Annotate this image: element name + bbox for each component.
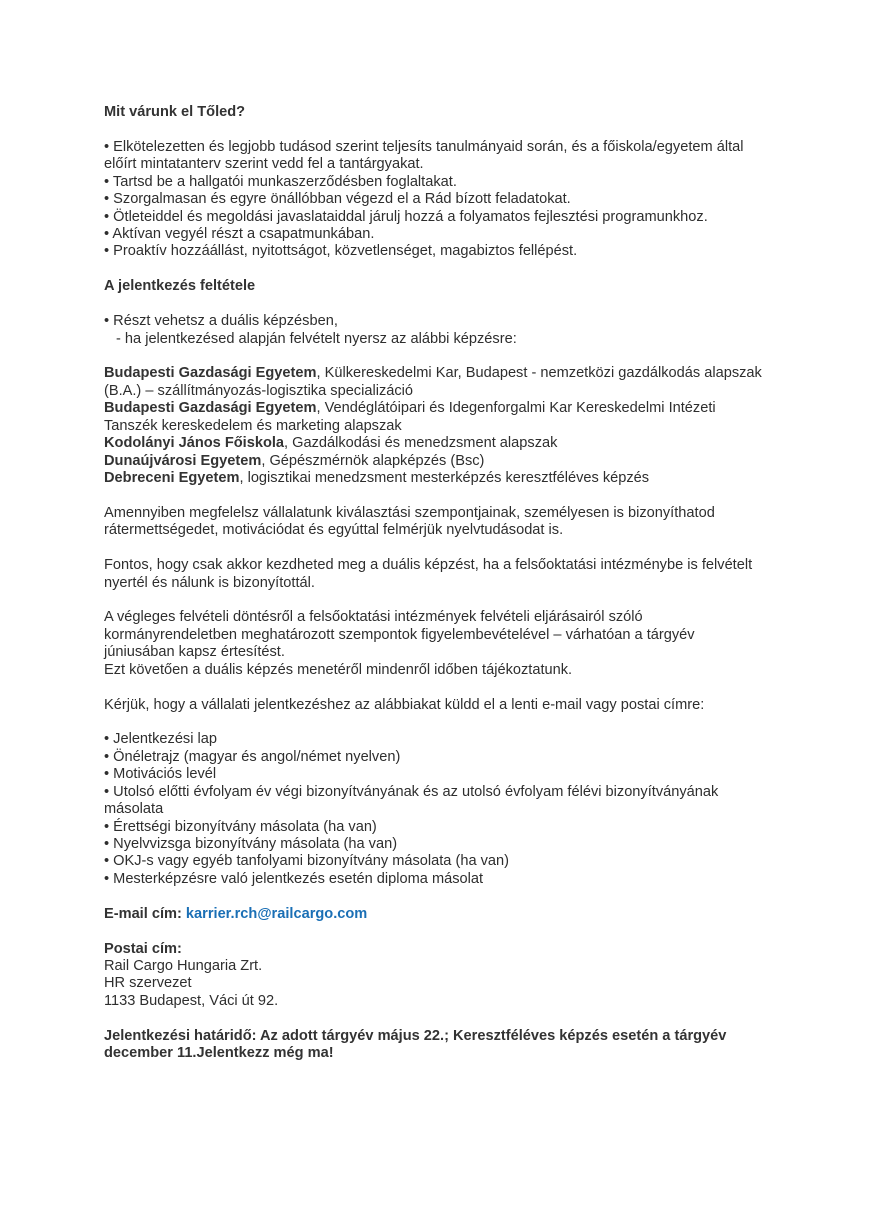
- program-detail: , Gépészmérnök alapképzés (Bsc): [261, 452, 485, 469]
- school-name: Debreceni Egyetem: [104, 469, 240, 486]
- program-detail: , Külkereskedelmi Kar, Budapest - nemzetközi gazdálkodás alapszak (B.A.) – szállítmányozás-logisztika specializáció: [104, 365, 762, 399]
- list-item: • Utolsó előtti évfolyam év végi bizonyítványának és az utolsó évfolyam félévi bizonyítványának másolata: [104, 783, 719, 818]
- list-item: • Ötleteiddel és megoldási javaslataiddal járulj hozzá a folyamatos fejlesztési programunkhoz.: [104, 208, 708, 225]
- paragraph-decision: A végleges felvételi döntésről a felsőoktatási intézmények felvételi eljárásairól szóló kormányrendeletben meghatározott szempontok figyelembevételével – várhatóan a tárgyév júniusában kapsz értesítést.: [104, 609, 695, 661]
- paragraph-followup: Ezt követően a duális képzés menetéről mindenről időben tájékoztatunk.: [104, 661, 573, 678]
- program-item: [104, 365, 764, 400]
- postal-line: HR szervezet: [104, 975, 192, 992]
- program-list: [104, 365, 764, 487]
- expectations-list: [104, 139, 764, 261]
- program-detail: , Vendéglátóipari és Idegenforgalmi Kar Kereskedelmi Intézeti Tanszék kereskedelem és marketing alapszak: [104, 400, 716, 434]
- list-item: • Proaktív hozzáállást, nyitottságot, közvetlenséget, magabiztos fellépést.: [104, 243, 578, 260]
- document-page: [104, 104, 764, 1062]
- program-item: [104, 435, 764, 452]
- list-item: • Szorgalmasan és egyre önállóbban végezd el a Rád bízott feladatokat.: [104, 191, 571, 208]
- email-line: [104, 906, 764, 923]
- list-item: • Jelentkezési lap: [104, 731, 218, 748]
- school-name: Budapesti Gazdasági Egyetem: [104, 365, 317, 382]
- list-item: • Tartsd be a hallgatói munkaszerződésben foglaltakat.: [104, 173, 457, 190]
- postal-line: Rail Cargo Hungaria Zrt.: [104, 957, 263, 974]
- program-item: [104, 453, 764, 470]
- program-detail: , Gazdálkodási és menedzsment alapszak: [284, 435, 558, 452]
- postal-line: 1133 Budapest, Váci út 92.: [104, 992, 279, 1009]
- section-heading-expectations: Mit várunk el Tőled?: [104, 104, 246, 120]
- list-item: • Érettségi bizonyítvány másolata (ha van): [104, 818, 377, 835]
- list-item: • Nyelvvizsga bizonyítvány másolata (ha van): [104, 835, 398, 852]
- program-item: [104, 470, 764, 487]
- paragraph-selection: Amennyiben megfelelsz vállalatunk kiválasztási szempontjainak, személyesen is bizonyíthatod rátermettségedet, motivációdat és egyúttal felmérjük nyelvtudásodat is.: [104, 504, 715, 539]
- list-item: • Aktívan vegyél részt a csapatmunkában.: [104, 225, 375, 242]
- school-name: Dunaújvárosi Egyetem: [104, 452, 262, 469]
- section-heading-conditions: A jelentkezés feltétele: [104, 278, 256, 295]
- program-detail: , logisztikai menedzsment mesterképzés keresztféléves képzés: [239, 469, 650, 486]
- paragraph-request: Kérjük, hogy a vállalati jelentkezéshez az alábbiakat küldd el a lenti e-mail vagy postai címre:: [104, 696, 705, 713]
- school-name: Budapesti Gazdasági Egyetem: [104, 400, 317, 417]
- condition-subline: - ha jelentkezésed alapján felvételt nyersz az alábbi képzésre:: [116, 330, 517, 347]
- program-item: [104, 400, 764, 435]
- deadline-text: Jelentkezési határidő: Az adott tárgyév május 22.; Keresztféléves képzés esetén a tárgyév december 11.Jelentkezz még ma!: [104, 1027, 727, 1062]
- school-name: Kodolányi János Főiskola: [104, 435, 285, 452]
- list-item: • Önéletrajz (magyar és angol/német nyelven): [104, 748, 401, 765]
- email-label: E-mail cím:: [104, 905, 182, 922]
- list-item: • Elkötelezetten és legjobb tudásod szerint teljesíts tanulmányaid során, és a főiskola/egyetem által előírt mintatanterv szerint vedd fel a tantárgyakat.: [104, 138, 744, 173]
- postal-label: Postai cím:: [104, 940, 182, 957]
- list-item: • OKJ-s vagy egyéb tanfolyami bizonyítvány másolata (ha van): [104, 853, 510, 870]
- condition-line: • Részt vehetsz a duális képzésben,: [104, 313, 338, 330]
- documents-list: [104, 731, 764, 888]
- email-link[interactable]: karrier.rch@railcargo.com: [185, 905, 368, 922]
- list-item: • Mesterképzésre való jelentkezés esetén diploma másolat: [104, 870, 484, 887]
- paragraph-important: Fontos, hogy csak akkor kezdheted meg a duális képzést, ha a felsőoktatási intézménybe is felvételt nyertél és nálunk is bizonyítottál.: [104, 557, 753, 591]
- list-item: • Motivációs levél: [104, 766, 217, 783]
